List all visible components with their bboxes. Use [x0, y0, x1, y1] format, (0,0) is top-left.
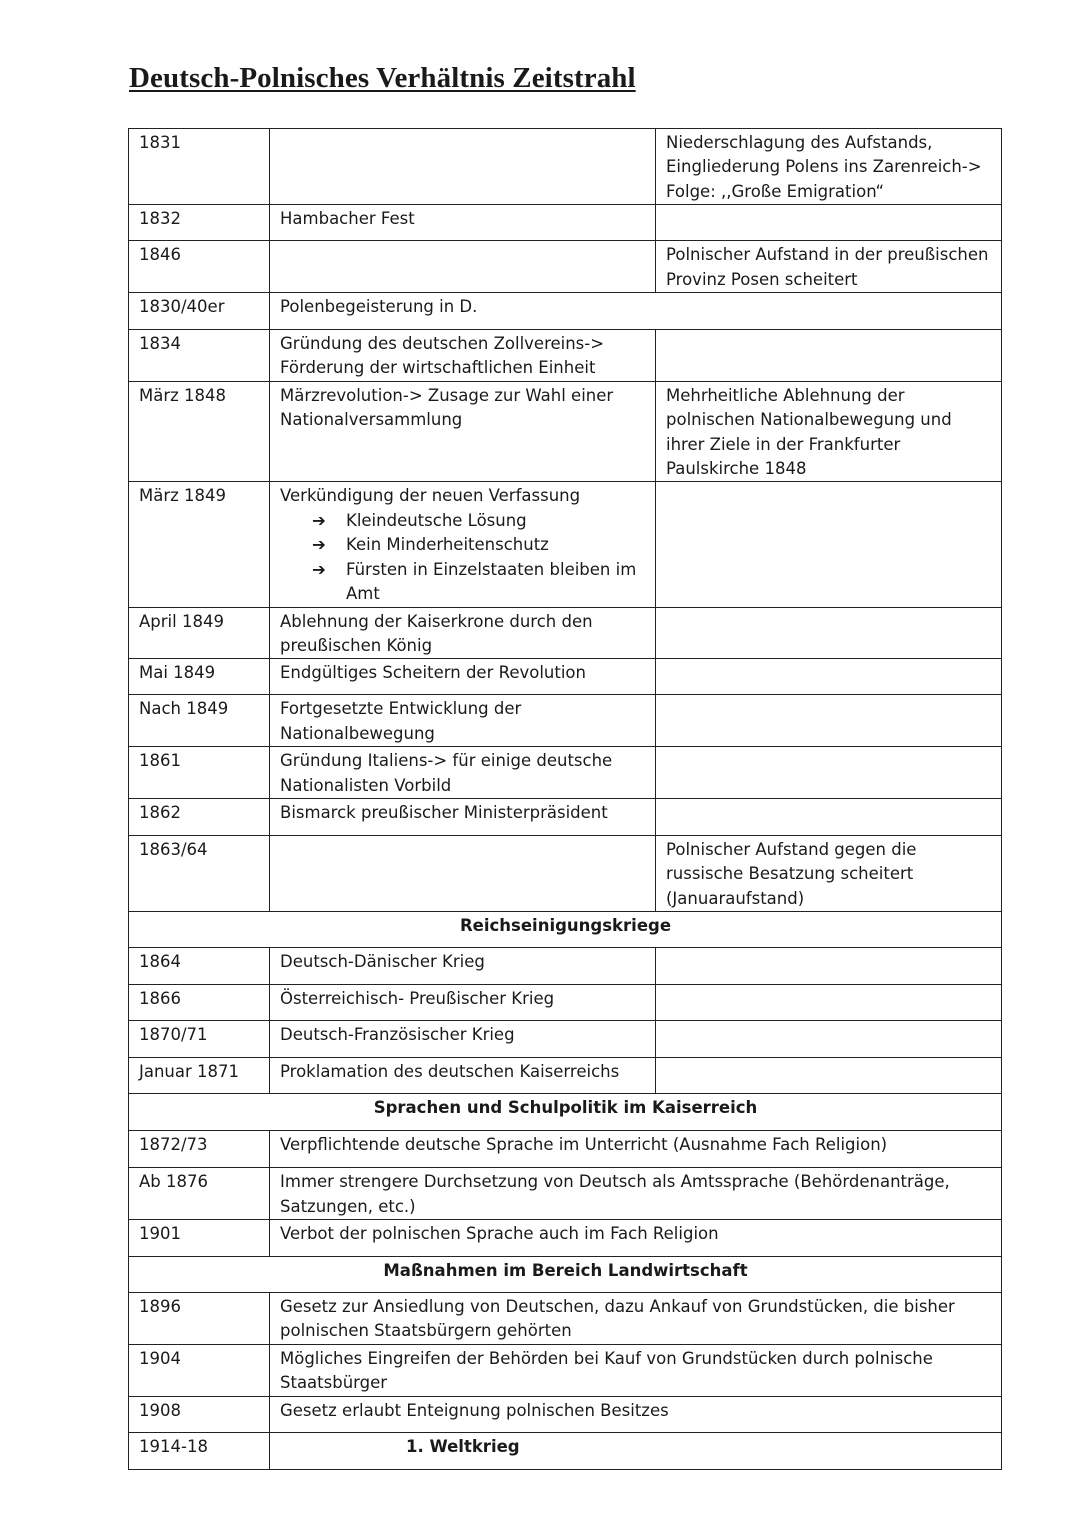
date-cell: 1901: [129, 1219, 270, 1256]
event-cell: [270, 1432, 1002, 1469]
poland-event-cell: [656, 985, 1002, 1021]
germany-event-cell: Fortgesetzte Entwicklung der Nationalbewegung: [270, 695, 656, 747]
event-cell: Mögliches Eingreifen der Behörden bei Kauf von Grundstücken durch polnische Staatsbürger: [270, 1344, 1002, 1396]
table-row: [129, 1292, 1002, 1344]
poland-event-cell: [656, 798, 1002, 835]
table-row: [129, 747, 1002, 799]
event-cell: Gesetz erlaubt Enteignung polnischen Besitzes: [270, 1396, 1002, 1432]
section-heading-row: [129, 1256, 1002, 1292]
poland-event-cell: [656, 659, 1002, 695]
date-cell: 1830/40er: [129, 293, 270, 330]
germany-event-cell: Deutsch-Dänischer Krieg: [270, 948, 656, 985]
constitution-heading: Verkündigung der neuen Verfassung: [280, 486, 581, 506]
table-row: [129, 1432, 1002, 1469]
table-row: [129, 1131, 1002, 1168]
date-cell: 1908: [129, 1396, 270, 1432]
section-heading: Reichseinigungskriege: [129, 912, 1002, 948]
germany-event-cell: Ablehnung der Kaiserkrone durch den preußischen König: [270, 607, 656, 659]
section-heading-row: [129, 1094, 1002, 1131]
date-cell: Ab 1876: [129, 1168, 270, 1220]
date-cell: März 1848: [129, 381, 270, 482]
section-heading: Sprachen und Schulpolitik im Kaiserreich: [129, 1094, 1002, 1131]
germany-event-cell: Polenbegeisterung in D.: [270, 293, 1002, 330]
date-cell: März 1849: [129, 482, 270, 607]
table-row: [129, 948, 1002, 985]
date-cell: 1832: [129, 205, 270, 241]
germany-event-cell: Österreichisch- Preußischer Krieg: [270, 985, 656, 1021]
section-heading: Maßnahmen im Bereich Landwirtschaft: [129, 1256, 1002, 1292]
poland-event-cell: [656, 607, 1002, 659]
poland-event-cell: [656, 482, 1002, 607]
table-row: [129, 330, 1002, 382]
germany-event-cell: Bismarck preußischer Ministerpräsident: [270, 798, 656, 835]
date-cell: April 1849: [129, 607, 270, 659]
date-cell: 1870/71: [129, 1021, 270, 1058]
event-cell: Gesetz zur Ansiedlung von Deutschen, dazu Ankauf von Grundstücken, die bisher polnischen Staatsbürgern gehörten: [270, 1292, 1002, 1344]
date-cell: Januar 1871: [129, 1058, 270, 1094]
date-cell: 1863/64: [129, 835, 270, 911]
poland-event-cell: [656, 1058, 1002, 1094]
date-cell: 1904: [129, 1344, 270, 1396]
poland-event-cell: [656, 695, 1002, 747]
germany-event-cell: Deutsch-Französischer Krieg: [270, 1021, 656, 1058]
germany-event-cell: Endgültiges Scheitern der Revolution: [270, 659, 656, 695]
table-row: [129, 835, 1002, 911]
germany-event-cell: [270, 835, 656, 911]
date-cell: 1866: [129, 985, 270, 1021]
date-cell: 1864: [129, 948, 270, 985]
event-cell: Immer strengere Durchsetzung von Deutsch als Amtssprache (Behördenanträge, Satzungen, etc.): [270, 1168, 1002, 1220]
germany-event-cell: [270, 129, 656, 205]
date-cell: 1862: [129, 798, 270, 835]
table-row: [129, 241, 1002, 293]
date-cell: 1914-18: [129, 1432, 270, 1469]
poland-event-cell: [656, 1021, 1002, 1058]
germany-event-cell: [270, 482, 656, 607]
table-row: [129, 798, 1002, 835]
section-heading-row: [129, 912, 1002, 948]
table-row: [129, 659, 1002, 695]
germany-event-cell: Hambacher Fest: [270, 205, 656, 241]
list-item: ➔ Fürsten in Einzelstaaten bleiben im Amt: [312, 559, 637, 604]
document-title: Deutsch-Polnisches Verhältnis Zeitstrahl: [129, 62, 636, 94]
arrow-icon: ➔: [312, 510, 326, 530]
table-row: [129, 607, 1002, 659]
timeline-table: [128, 128, 1002, 1470]
poland-event-cell: [656, 205, 1002, 241]
germany-event-cell: Gründung des deutschen Zollvereins-> Förderung der wirtschaftlichen Einheit: [270, 330, 656, 382]
date-cell: 1861: [129, 747, 270, 799]
table-row: [129, 129, 1002, 205]
list-item: ➔ Kleindeutsche Lösung: [312, 509, 646, 533]
date-cell: 1834: [129, 330, 270, 382]
date-cell: 1846: [129, 241, 270, 293]
germany-event-cell: Proklamation des deutschen Kaiserreichs: [270, 1058, 656, 1094]
constitution-points: [280, 509, 646, 607]
date-cell: 1831: [129, 129, 270, 205]
poland-event-cell: Niederschlagung des Aufstands, Eingliederung Polens ins Zarenreich-> Folge: ,,Große Emigration“: [656, 129, 1002, 205]
table-row: [129, 985, 1002, 1021]
germany-event-cell: Gründung Italiens-> für einige deutsche Nationalisten Vorbild: [270, 747, 656, 799]
arrow-icon: ➔: [312, 559, 326, 579]
date-cell: 1872/73: [129, 1131, 270, 1168]
poland-event-cell: [656, 747, 1002, 799]
table-row: [129, 695, 1002, 747]
table-row: [129, 205, 1002, 241]
event-cell: Verbot der polnischen Sprache auch im Fach Religion: [270, 1219, 1002, 1256]
table-row: [129, 381, 1002, 482]
germany-event-cell: Märzrevolution-> Zusage zur Wahl einer Nationalversammlung: [270, 381, 656, 482]
table-row: [129, 1219, 1002, 1256]
world-war-label: 1. Weltkrieg: [406, 1436, 520, 1456]
poland-event-cell: Polnischer Aufstand gegen die russische Besatzung scheitert (Januaraufstand): [656, 835, 1002, 911]
poland-event-cell: Polnischer Aufstand in der preußischen Provinz Posen scheitert: [656, 241, 1002, 293]
table-row: [129, 1021, 1002, 1058]
event-cell: Verpflichtende deutsche Sprache im Unterricht (Ausnahme Fach Religion): [270, 1131, 1002, 1168]
arrow-icon: ➔: [312, 535, 326, 555]
poland-event-cell: [656, 948, 1002, 985]
table-row: [129, 293, 1002, 330]
germany-event-cell: [270, 241, 656, 293]
table-row: [129, 1344, 1002, 1396]
table-row: [129, 1058, 1002, 1094]
poland-event-cell: [656, 330, 1002, 382]
table-row: [129, 482, 1002, 607]
date-cell: 1896: [129, 1292, 270, 1344]
list-item: ➔ Kein Minderheitenschutz: [312, 533, 646, 557]
table-row: [129, 1168, 1002, 1220]
date-cell: Nach 1849: [129, 695, 270, 747]
table-row: [129, 1396, 1002, 1432]
poland-event-cell: Mehrheitliche Ablehnung der polnischen Nationalbewegung und ihrer Ziele in der Frankfurter Paulskirche 1848: [656, 381, 1002, 482]
date-cell: Mai 1849: [129, 659, 270, 695]
